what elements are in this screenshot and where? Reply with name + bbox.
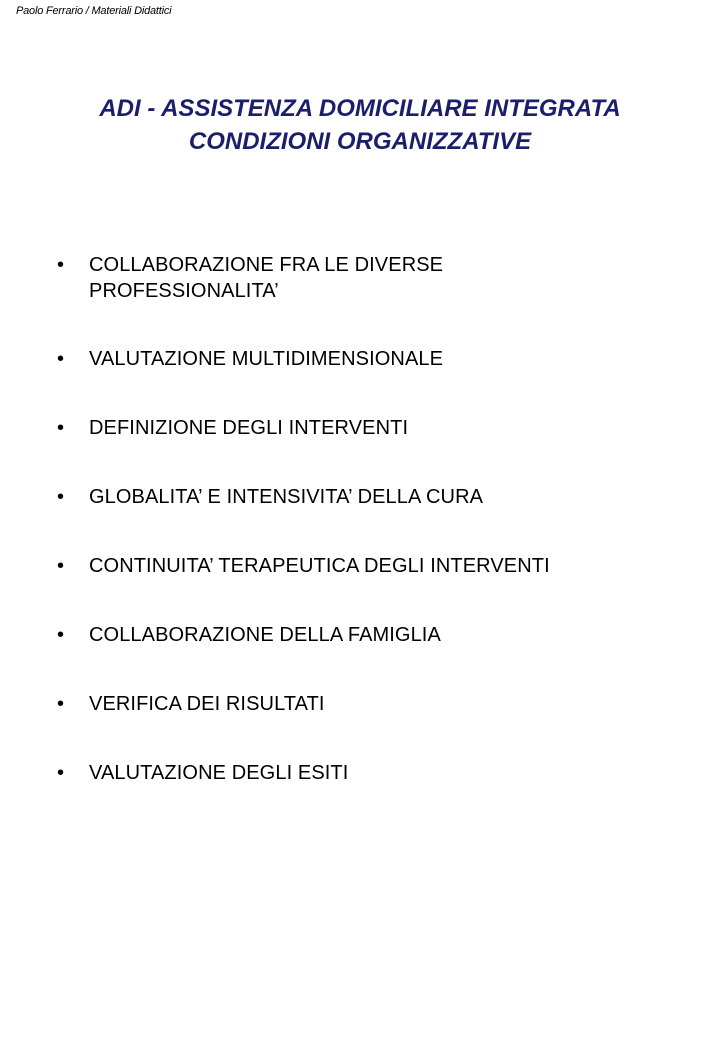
list-item-text: [89, 254, 443, 302]
list-item-text: DEFINIZIONE DEGLI INTERVENTI: [89, 417, 409, 439]
bullet-icon: •: [57, 417, 65, 439]
list-item-line-1: COLLABORAZIONE FRA LE DIVERSE: [89, 254, 444, 276]
bullet-icon: •: [57, 624, 65, 646]
page-title: [0, 92, 720, 158]
title-line-2: CONDIZIONI ORGANIZZATIVE: [188, 128, 532, 155]
bullet-icon: •: [57, 486, 65, 508]
list-item: [57, 622, 697, 691]
bullet-list: [57, 252, 697, 786]
list-item: [57, 346, 697, 415]
list-item-text: GLOBALITA’ E INTENSIVITA’ DELLA CURA: [89, 486, 484, 508]
bullet-icon: •: [57, 348, 65, 370]
list-item: [57, 760, 697, 786]
list-item: [57, 691, 697, 760]
list-item: [57, 415, 697, 484]
list-item: [57, 553, 697, 622]
list-item-text: VERIFICA DEI RISULTATI: [89, 693, 325, 715]
list-item-text: VALUTAZIONE DEGLI ESITI: [89, 762, 349, 784]
header-note: Paolo Ferrario / Materiali Didattici: [16, 5, 172, 17]
bullet-icon: •: [57, 254, 65, 276]
list-item-text: COLLABORAZIONE DELLA FAMIGLIA: [89, 624, 441, 646]
list-item: [57, 484, 697, 553]
list-item-text: VALUTAZIONE MULTIDIMENSIONALE: [89, 348, 444, 370]
bullet-icon: •: [57, 555, 65, 577]
bullet-icon: •: [57, 693, 65, 715]
list-item-text: CONTINUITA’ TERAPEUTICA DEGLI INTERVENTI: [89, 555, 550, 577]
list-item-line-2: PROFESSIONALITA’: [89, 280, 279, 302]
list-item: [57, 252, 697, 346]
title-line-1: ADI - ASSISTENZA DOMICILIARE INTEGRATA: [99, 95, 621, 122]
bullet-icon: •: [57, 762, 65, 784]
